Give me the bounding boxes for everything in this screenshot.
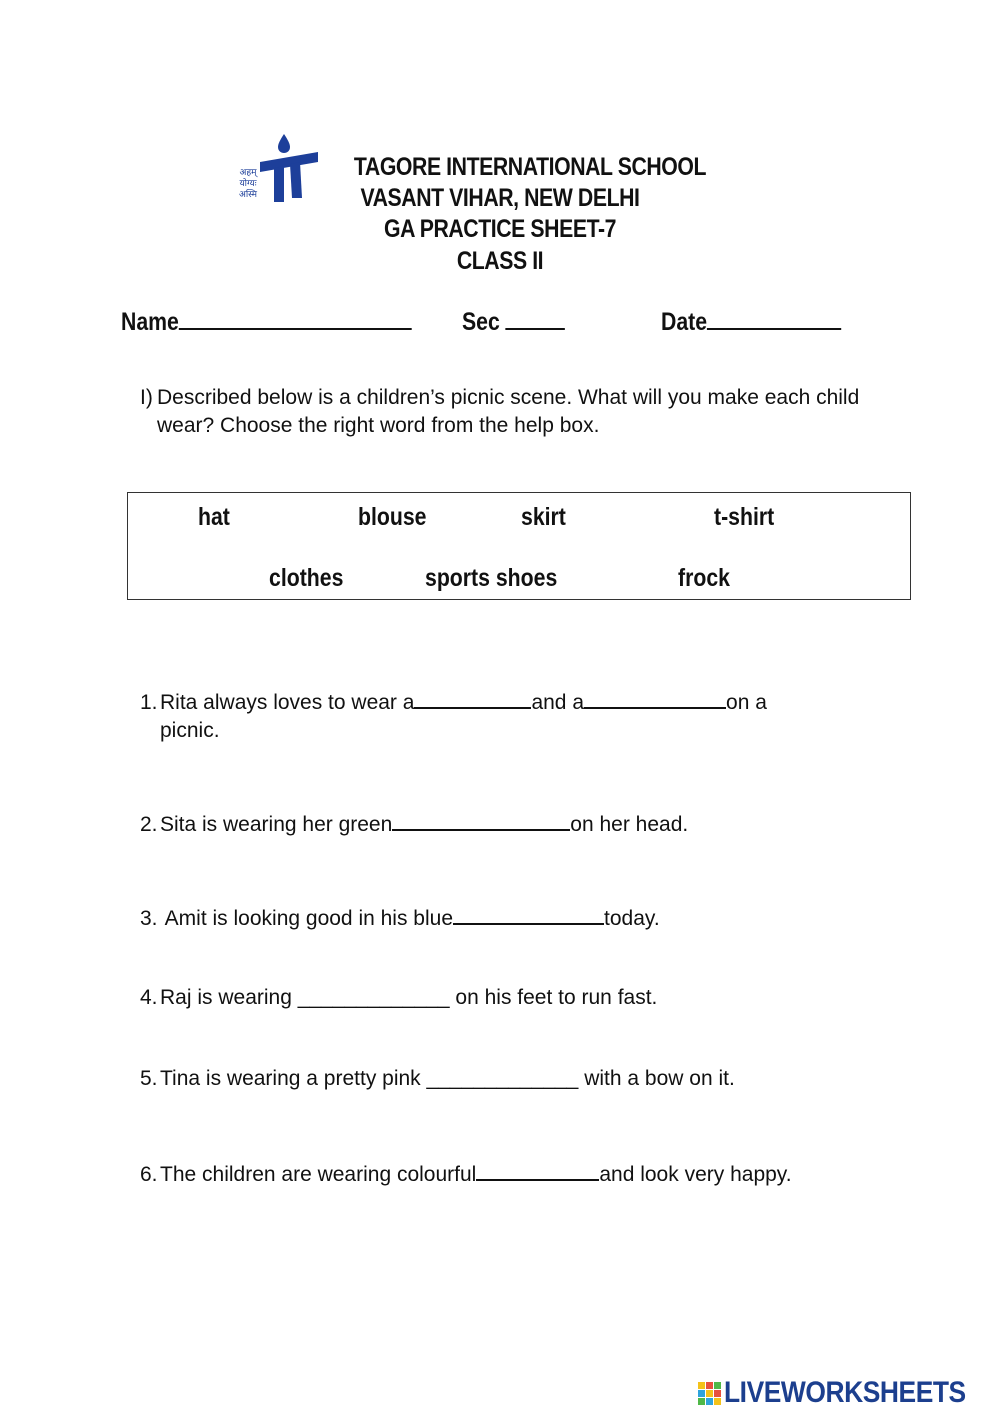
liveworksheets-logo-icon [698,1380,722,1406]
question-3 [140,903,660,933]
question-1 [140,687,767,745]
question-text: Sita is wearing her green [160,813,393,836]
question-text: Amit is looking good in his blue [160,907,454,930]
question-text: The children are wearing colourful [160,1163,477,1186]
question-text: Tina is wearing a pretty pink [160,1067,421,1090]
name-field [121,308,412,337]
question-text: with a bow on it. [584,1067,735,1090]
question-number: 3. [140,907,158,930]
logo-motto: अहम् योग्यः अस्मि [238,168,258,200]
date-label: Date [661,308,708,336]
question-text: Rita always loves to wear a [160,691,415,714]
date-field [661,308,841,337]
brand-name: LIVEWORKSHEETS [724,1376,966,1409]
question-text: today. [604,907,660,930]
question-2 [140,809,688,839]
question-number: 1. [140,691,158,714]
question-5 [140,1065,735,1093]
question-text: Raj is wearing [160,986,292,1009]
help-word: t-shirt [714,503,775,531]
question-text: picnic. [160,719,220,742]
help-word: skirt [521,503,566,531]
help-box [127,492,911,600]
question-text: on his feet to run fast. [455,986,658,1009]
question-number: 5. [140,1067,158,1090]
question-text: and look very happy. [599,1163,792,1186]
sec-blank[interactable] [506,308,566,330]
name-label: Name [121,308,179,336]
question-text: and a [531,691,585,714]
question-number: 6. [140,1163,158,1186]
instruction [140,384,860,440]
answer-blank[interactable]: _____________ [297,986,450,1009]
help-word: hat [198,503,230,531]
answer-blank[interactable] [414,687,531,709]
help-word: sports shoes [425,564,558,592]
sec-field [462,308,565,337]
instruction-number: I) [140,386,153,409]
school-location: VASANT VIHAR, NEW DELHI [360,184,640,212]
question-4 [140,984,657,1012]
sheet-title: GA PRACTICE SHEET-7 [383,215,616,243]
answer-blank[interactable] [476,1159,599,1181]
answer-blank[interactable] [584,687,726,709]
answer-blank[interactable] [453,903,604,925]
question-6 [140,1159,792,1189]
date-blank[interactable] [707,308,841,330]
class-label: CLASS II [456,247,544,275]
question-text: on a [726,691,767,714]
help-word: clothes [269,564,344,592]
instruction-text: Described below is a children’s picnic scene. What will you make each child wear? Choose the right word from the help box. [157,386,860,437]
name-blank[interactable] [179,308,412,330]
liveworksheets-brand[interactable] [698,1377,999,1409]
answer-blank[interactable]: _____________ [426,1067,579,1090]
help-word: blouse [358,503,427,531]
help-word: frock [678,564,730,592]
school-name: TAGORE INTERNATIONAL SCHOOL [353,153,707,181]
question-number: 4. [140,986,158,1009]
question-text: on her head. [570,813,689,836]
sec-label: Sec [462,308,500,336]
answer-blank[interactable] [392,809,570,831]
question-number: 2. [140,813,158,836]
